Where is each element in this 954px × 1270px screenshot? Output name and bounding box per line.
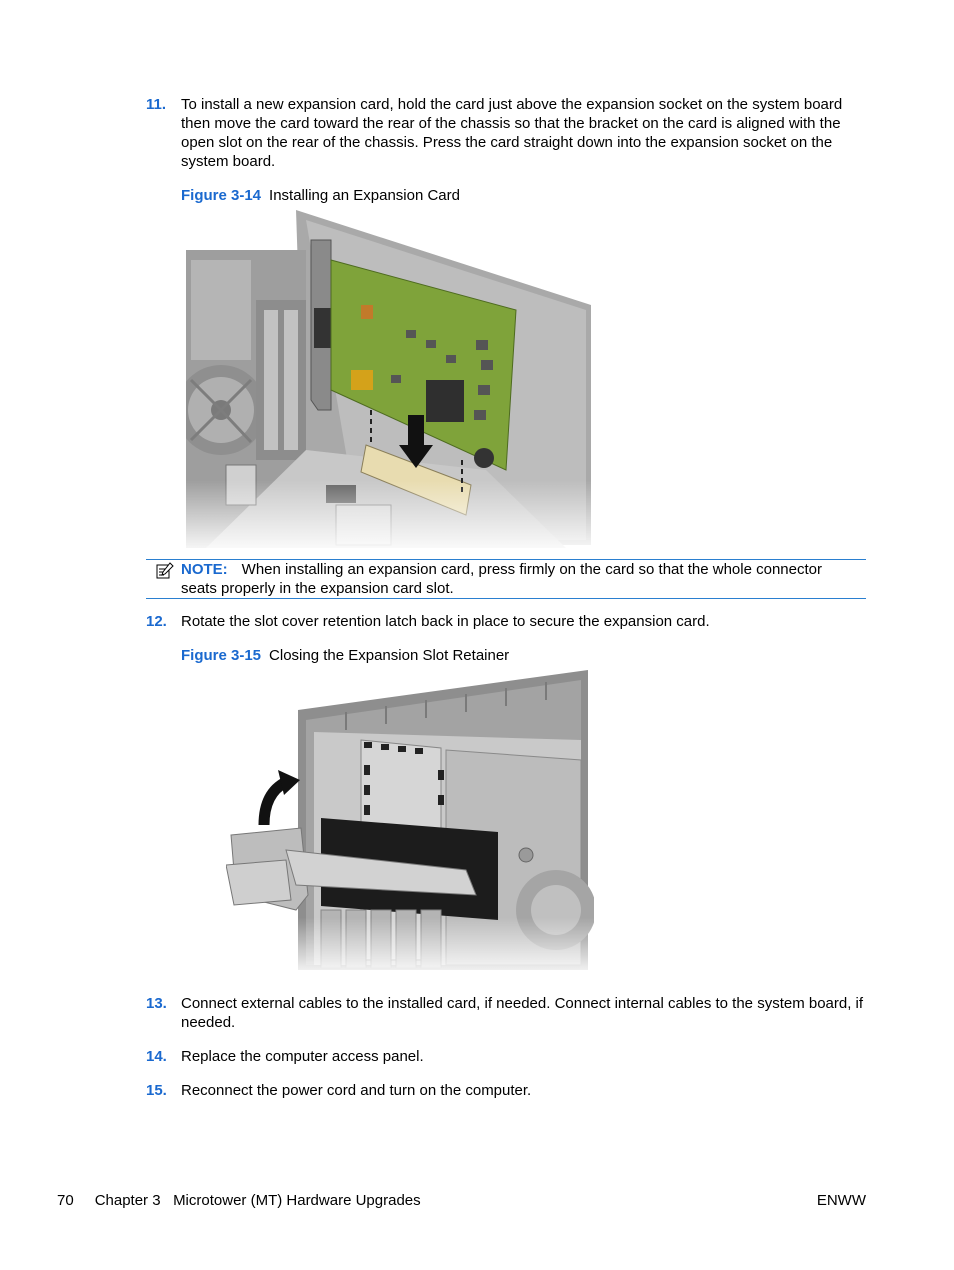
chapter-title: Chapter 3 Microtower (MT) Hardware Upgrades <box>94 1192 421 1209</box>
step-text: To install a new expansion card, hold the card just above the expansion socket on the system board then move the card toward the rear of the chassis so that the bracket on the card is aligned with the open slot on the rear of the chassis. Press the card straight down into the expansion socket on the system board. <box>181 96 843 170</box>
step-14 <box>146 1047 866 1066</box>
step-12 <box>146 612 866 631</box>
note-text: When installing an expansion card, press firmly on the card so that the whole connector seats properly in the expansion card slot. <box>181 561 822 597</box>
slot-retainer-closing-illustration <box>226 670 594 972</box>
step-text: Rotate the slot cover retention latch back in place to secure the expansion card. <box>181 613 710 630</box>
step-11 <box>146 95 866 171</box>
step-text: Reconnect the power cord and turn on the computer. <box>181 1082 532 1099</box>
figure-label: Figure 3-15 <box>181 647 262 664</box>
step-number: 12. <box>146 613 167 630</box>
expansion-card-install-illustration <box>186 210 594 548</box>
note-pencil-icon <box>156 562 174 580</box>
figure-title: Closing the Expansion Slot Retainer <box>269 647 510 664</box>
figure-caption <box>181 646 509 665</box>
figure-caption <box>181 186 460 205</box>
figure-title: Installing an Expansion Card <box>269 187 460 204</box>
note-box <box>146 559 866 599</box>
step-text: Connect external cables to the installed card, if needed. Connect internal cables to the system board, if needed. <box>181 995 864 1031</box>
figure-label: Figure 3-14 <box>181 187 262 204</box>
step-number: 11. <box>146 96 167 113</box>
footer-left <box>57 1192 421 1209</box>
step-text: Replace the computer access panel. <box>181 1048 424 1065</box>
step-15 <box>146 1081 866 1100</box>
footer-right: ENWW <box>816 1192 866 1209</box>
note-label: NOTE: <box>181 561 228 578</box>
step-number: 13. <box>146 995 167 1012</box>
step-number: 14. <box>146 1048 167 1065</box>
step-number: 15. <box>146 1082 167 1099</box>
page-number: 70 <box>57 1192 74 1209</box>
step-13 <box>146 994 866 1032</box>
